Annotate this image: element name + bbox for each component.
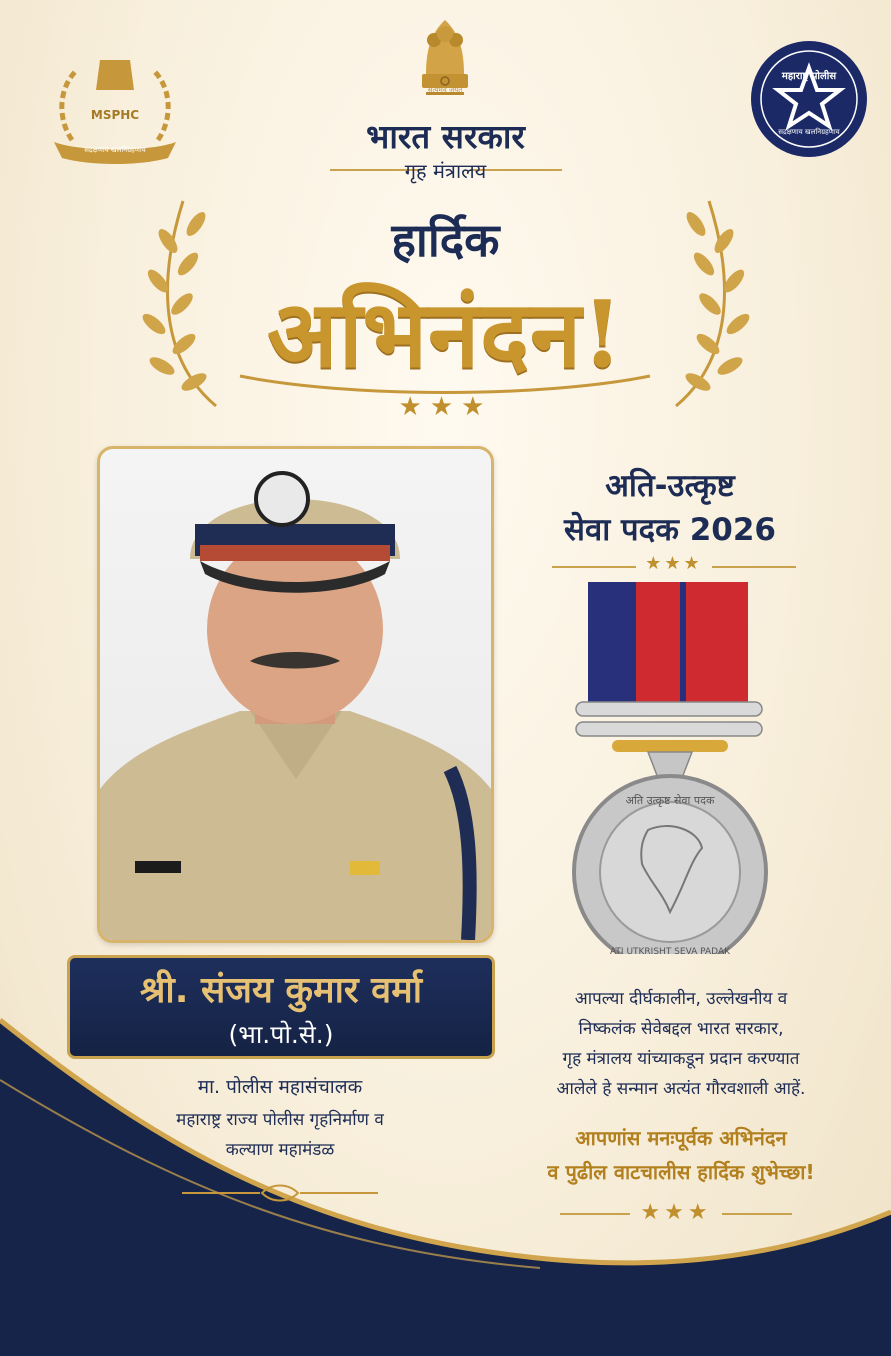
msphc-logo-text: MSPHC bbox=[90, 108, 140, 122]
ornamental-divider bbox=[182, 1183, 378, 1203]
police-logo-motto: सद्रक्षणाय खलनिग्रहणाय bbox=[778, 128, 840, 136]
officer-photo bbox=[97, 446, 494, 943]
officer-designation: मा. पोलीस महासंचालक bbox=[197, 1076, 363, 1098]
medal-inscription-top: अति उत्कृष्ट सेवा पदक bbox=[625, 794, 715, 807]
officer-portrait-illustration bbox=[100, 449, 491, 940]
message-line3: गृह मंत्रालय यांच्याकडून प्रदान करण्यात bbox=[562, 1049, 800, 1069]
greeting-line1: हार्दिक bbox=[391, 213, 500, 267]
organization-line2: कल्याण महामंडळ bbox=[225, 1140, 335, 1160]
ministry-name: गृह मंत्रालय bbox=[404, 159, 487, 183]
bottom-rule-right bbox=[722, 1213, 792, 1215]
wish-line1: आपणांस मनःपूर्वक अभिनंदन bbox=[575, 1126, 787, 1150]
government-title: भारत सरकार bbox=[366, 117, 525, 156]
medal-rule-right bbox=[712, 566, 796, 568]
message-line4: आलेले हे सन्मान अत्यंत गौरवशाली आहें. bbox=[556, 1079, 806, 1099]
msphc-logo-motto: सद्रक्षणाय खलनिग्रहणाय bbox=[84, 146, 146, 154]
medal-inscription-bottom: ATI UTKRISHT SEVA PADAK bbox=[609, 947, 731, 954]
officer-service: (भा.पो.से.) bbox=[228, 1020, 334, 1049]
medal-title-line1: अति-उत्कृष्ट bbox=[605, 468, 735, 504]
police-logo-text: महाराष्ट्र पोलीस bbox=[781, 71, 837, 82]
medal-icon bbox=[570, 582, 770, 954]
officer-name: श्री. संजय कुमार वर्मा bbox=[139, 970, 423, 1011]
organization-line1: महाराष्ट्र राज्य पोलीस गृहनिर्माण व bbox=[176, 1110, 384, 1130]
medal-title-stars: ★★★ bbox=[645, 553, 703, 574]
message-line1: आपल्या दीर्घकालीन, उल्लेखनीय व bbox=[574, 989, 788, 1009]
bottom-stars: ★★★ bbox=[640, 1200, 712, 1225]
laurel-right-icon bbox=[664, 196, 754, 411]
medal-title-line2: सेवा पदक 2026 bbox=[564, 512, 776, 548]
message-line2: निष्कलंक सेवेबद्दल भारत सरकार, bbox=[578, 1019, 784, 1039]
emblem-motto: सत्यमेव जयते bbox=[427, 86, 463, 94]
bottom-rule-left bbox=[560, 1213, 630, 1215]
medal-rule-left bbox=[552, 566, 636, 568]
greeting-line2: अभिनंदन! bbox=[267, 280, 624, 388]
greeting-stars: ★★★ bbox=[398, 392, 493, 422]
laurel-left-icon bbox=[138, 196, 228, 411]
wish-line2: व पुढील वाटचालीस हार्दिक शुभेच्छा! bbox=[547, 1160, 815, 1184]
medal-illustration bbox=[570, 582, 770, 954]
